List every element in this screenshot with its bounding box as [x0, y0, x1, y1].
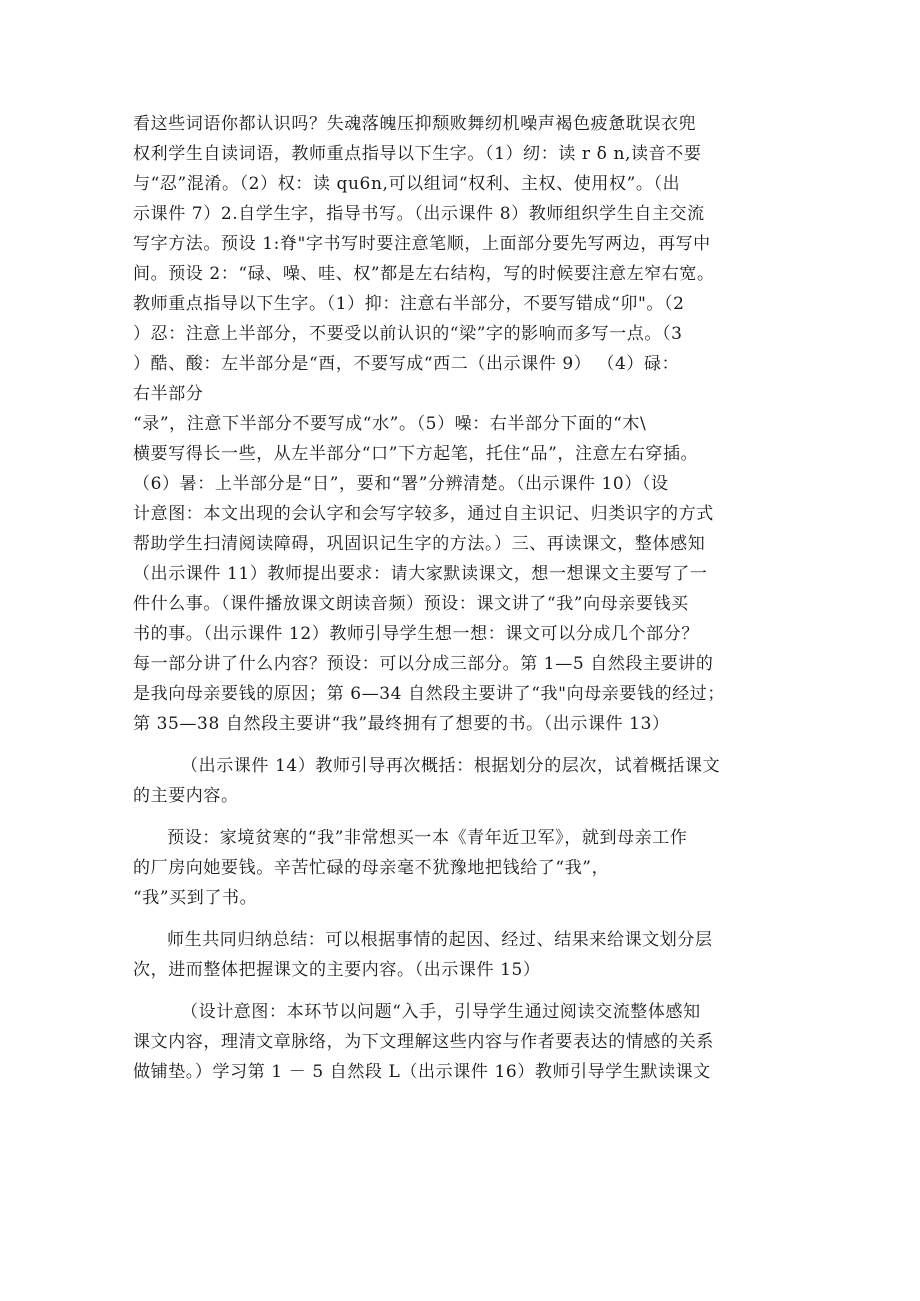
document-body: [133, 109, 793, 1087]
text-line: “录”，注意下半部分不要写成“水”。（5）噪：右半部分下面的“木\: [133, 414, 647, 434]
paragraph: [133, 997, 793, 1087]
text-line: （6）暑：上半部分是“日”，要和“署”分辨清楚。（出示课件 10）（设: [133, 474, 669, 494]
text-line: 看这些词语你都认识吗？失魂落魄压抑颓败舞纫机噪声褐色疲惫耽误衣兜: [133, 114, 697, 134]
text-line: 权利学生自读词语，教师重点指导以下生字。（1）纫：读 r δ n,读音不要: [133, 144, 702, 164]
paragraph: [133, 823, 793, 913]
text-line: 右半部分: [133, 384, 204, 404]
text-line: 件什么事。（课件播放课文朗读音频）预设：课文讲了“我”向母亲要钱买: [133, 594, 689, 614]
text-line: 横要写得长一些，从左半部分“口”下方起笔，托住“品”，注意左右穿插。: [133, 444, 699, 464]
text-line: 教师重点指导以下生字。（1）抑：注意右半部分，不要写错成“卯"。（2: [133, 294, 685, 314]
text-line: 写字方法。预设 1:脊"字书写时要注意笔顺，上面部分要先写两边，再写中: [133, 234, 711, 254]
text-line: ）酷、酸：左半部分是“酉，不要写成“西二（出示课件 9） （4）碌：: [133, 354, 680, 374]
text-line: 做铺垫。）学习第 1 － 5 自然段 L（出示课件 16）教师引导学生默读课文: [133, 1062, 711, 1082]
text-line: 每一部分讲了什么内容？预设：可以分成三部分。第 1—5 自然段主要讲的: [133, 654, 714, 674]
paragraph: [133, 109, 793, 409]
text-line: 帮助学生扫清阅读障碍，巩固识记生字的方法。）三、再读课文，整体感知: [133, 534, 706, 554]
text-line: 师生共同归纳总结：可以根据事情的起因、经过、结果来给课文划分层: [167, 930, 713, 950]
text-line: 书的事。（出示课件 12）教师引导学生想一想：课文可以分成几个部分？: [133, 624, 699, 644]
text-line: （出示课件 11）教师提出要求：请大家默读课文，想一想课文主要写了一: [133, 564, 708, 584]
text-line: “我”买到了书。: [133, 888, 258, 908]
text-line: 第 35—38 自然段主要讲“我”最终拥有了想要的书。（出示课件 13）: [133, 714, 670, 734]
text-line: 课文内容，理清文章脉络，为下文理解这些内容与作者要表达的情感的关系: [133, 1032, 714, 1052]
text-line: 次，进而整体把握课文的主要内容。（出示课件 15）: [133, 960, 541, 980]
text-line: （设计意图：本环节以问题“入手，引导学生通过阅读交流整体感知: [181, 1002, 701, 1022]
text-line: 与“忍”混淆。（2）权：读 qu6n,可以组词“权利、主权、使用权”。（出: [133, 174, 681, 194]
paragraph: [133, 751, 793, 811]
text-line: 是我向母亲要钱的原因；第 6—34 自然段主要讲了“我"向母亲要钱的经过；: [133, 684, 725, 704]
text-line: 间。预设 2：“碌、噪、哇、权”都是左右结构，写的时候要注意左窄右宽。: [133, 264, 715, 284]
paragraph: [133, 925, 793, 985]
text-line: 示课件 7）2.自学生字，指导书写。（出示课件 8）教师组织学生自主交流: [133, 204, 705, 224]
text-line: 计意图：本文出现的会认字和会写字较多，通过自主识记、归类识字的方式: [133, 504, 714, 524]
paragraph: [133, 409, 793, 739]
text-line: 预设：家境贫寒的“我”非常想买一本《青年近卫军》，就到母亲工作: [167, 828, 688, 848]
text-line: 的主要内容。: [133, 786, 239, 806]
text-line: （出示课件 14）教师引导再次概括：根据划分的层次，试着概括课文: [181, 756, 721, 776]
text-line: 的厂房向她要钱。辛苦忙碌的母亲毫不犹豫地把钱给了“我”，: [133, 858, 610, 878]
text-line: ）忍：注意上半部分，不要受以前认识的“梁”字的影响而多写一点。（3: [133, 324, 683, 344]
